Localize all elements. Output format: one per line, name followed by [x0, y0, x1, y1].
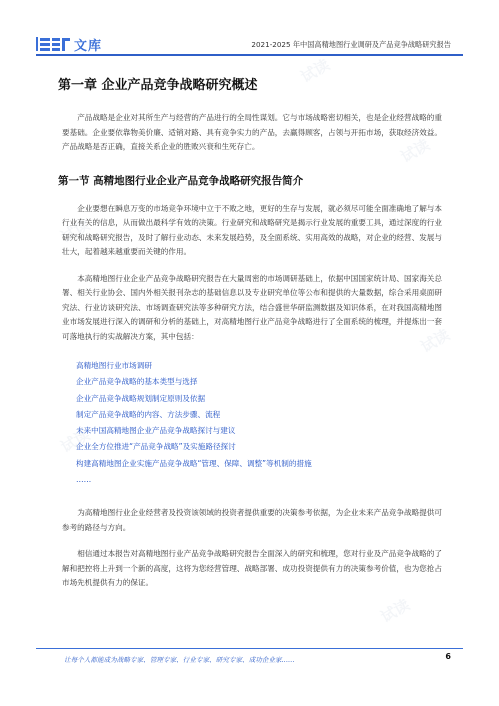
watermark: 试读 — [57, 215, 93, 247]
contents-item-ellipsis: …… — [76, 475, 92, 485]
footer-slogan: 让每个人都能成为战略专家、管理专家、行业专家、研究专家、成功企业家…… — [64, 656, 295, 664]
contents-item[interactable]: 构建高精地图企业实施产品竞争战略“管理、保障、调整”等机制的措施 — [76, 458, 312, 468]
footer-divider — [36, 648, 463, 649]
page-footer — [36, 648, 463, 664]
chapter-title: 第一章 企业产品竞争战略研究概述 — [58, 78, 258, 93]
watermark: 试读 — [377, 595, 413, 627]
contents-item[interactable]: 高精地图行业市场调研 — [76, 361, 152, 370]
section-paragraph: 企业要想在瞬息万变的市场竞争环境中立于不败之地，更好的生存与发展，就必须尽可能全面准确地了解与本行业有关的信息，从而做出最科学有效的决策。行业研究和战略研究是揭示行业发展的重要工具，通过深度的行业研究和战略研究报告，及时了解行业动态、未来发展趋势，及全面系统、实用高效的战略，对企业的经营、发展与壮大，起着越来越重要而关键的作用。 — [62, 203, 442, 256]
watermark: 试读 — [57, 425, 93, 457]
contents-item[interactable]: 未来中国高精地图企业产品竞争战略探讨与建议 — [76, 426, 236, 436]
watermark: 试读 — [417, 325, 453, 357]
logo-text: 文库 — [74, 38, 103, 54]
contents-item[interactable]: 企业产品竞争战略规划制定原则及依据 — [76, 393, 206, 403]
closing-paragraph: 为高精地图行业企业经营者及投资该领域的投资者提供重要的决策参考依据，为企业未来产品竞争战略提供可参考的路径与方向。 — [62, 508, 442, 532]
closing-paragraph: 相信通过本报告对高精地图行业产品竞争战略研究报告全面深入的研究和梳理，您对行业及产品竞争战略的了解和把控将上升到一个新的高度，这将为您经营管理、战略部署、成功投资提供有力的决策参考价值，也为您抢占市场先机提供有力的保证。 — [62, 549, 442, 588]
page-number: 6 — [445, 652, 451, 661]
logo-mark-icon — [36, 37, 70, 51]
contents-item[interactable]: 制定产品竞争战略的内容、方法步骤、流程 — [76, 409, 221, 419]
contents-item[interactable]: 企业全方位推进“产品竞争战略”及实施路径探讨 — [76, 442, 236, 452]
section-title: 第一节 高精地图行业企业产品竞争战略研究报告简介 — [58, 174, 304, 187]
watermark: 试读 — [297, 55, 333, 87]
header-title: 2021-2025 年中国高精地图行业调研及产品竞争战略研究报告 — [251, 40, 451, 49]
watermark: 试读 — [397, 135, 433, 167]
section-paragraph: 本高精地图行业企业产品竞争战略研究报告在大量周密的市场调研基础上，依据中国国家统计局、国家海关总署、相关行业协会、国内外相关报刊杂志的基础信息以及专业研究单位等公布和提供的大量数据，综合采用桌面研究法、行业访谈研究法、市场调查研究法等多种研究方法，结合盛世华研监测数据及知识体系，在对我国高精地图业市场发展进行深入的调研和分析的基础上，对高精地图行业产品竞争战略进行了全面系统的梳理，并提炼出一套可落地执行的实战解决方案，其中包括： — [62, 273, 442, 341]
page-content — [58, 66, 442, 591]
chapter-paragraph: 产品战略是企业对其所生产与经营的产品进行的全局性谋划。它与市场战略密切相关，也是企业经营战略的重要基础。企业要依靠物美价廉、适销对路、具有竞争实力的产品，去赢得顾客，占领与开拓市场，获取经济效益。产品战略是否正确，直接关系企业的胜败兴衰和生死存亡。 — [62, 113, 442, 151]
contents-item[interactable]: 企业产品竞争战略的基本类型与选择 — [76, 377, 198, 387]
report-contents-list — [76, 358, 442, 488]
wenku-logo[interactable] — [36, 36, 102, 52]
header-divider — [36, 54, 463, 56]
page-header — [0, 0, 499, 56]
